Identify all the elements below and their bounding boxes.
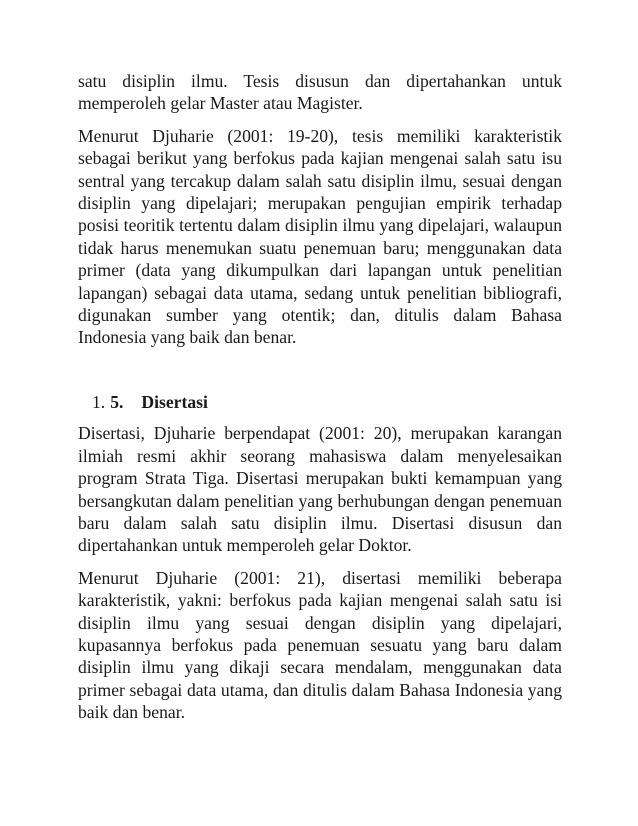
paragraph-tesis-karakteristik: Menurut Djuharie (2001: 19-20), tesis memiliki karakteristik sebagai berikut yang berfokus pada kajian mengenai salah satu isu sentral yang tercakup dalam salah satu disiplin ilmu, sesuai dengan disiplin yang dipelajari; merupakan pengujian empirik terhadap posisi teoritik tertentu dalam disiplin ilmu yang dipelajari, walaupun tidak harus menemukan suatu penemuan baru; menggunakan data primer (data yang dikumpulkan dari lapangan untuk penelitian lapangan) sebagai data utama, sedang untuk penelitian bibliografi, digunakan sumber yang otentik; dan, ditulis dalam Bahasa Indonesia yang baik dan benar. <box>78 125 562 348</box>
heading-title: Disertasi <box>141 391 208 412</box>
paragraph-disertasi-karakteristik: Menurut Djuharie (2001: 21), disertasi memiliki beberapa karakteristik, yakni: berfokus pada kajian mengenai salah satu isi disiplin ilmu yang sesuai dengan disiplin yang dipelajari, kupasannya berfokus pada penemuan sesuatu yang baru dalam disiplin ilmu yang dikaji secara mendalam, menggunakan data primer sebagai data utama, dan ditulis dalam Bahasa Indonesia yang baik dan benar. <box>78 567 562 723</box>
heading-number-list: 1. <box>92 391 106 412</box>
section-heading-disertasi <box>78 391 562 413</box>
paragraph-disertasi-definisi: Disertasi, Djuharie berpendapat (2001: 20), merupakan karangan ilmiah resmi akhir seorang mahasiswa dalam menyelesaikan program Strata Tiga. Disertasi merupakan bukti kemampuan yang bersangkutan dalam penelitian yang berhubungan dengan penemuan baru dalam salah satu disiplin ilmu. Disertasi disusun dan dipertahankan untuk memperoleh gelar Doktor. <box>78 423 562 556</box>
paragraph-tesis-end: satu disiplin ilmu. Tesis disusun dan dipertahankan untuk memperoleh gelar Master atau Magister. <box>78 71 562 114</box>
document-page <box>78 70 562 724</box>
heading-number-section: 5. <box>110 391 124 412</box>
